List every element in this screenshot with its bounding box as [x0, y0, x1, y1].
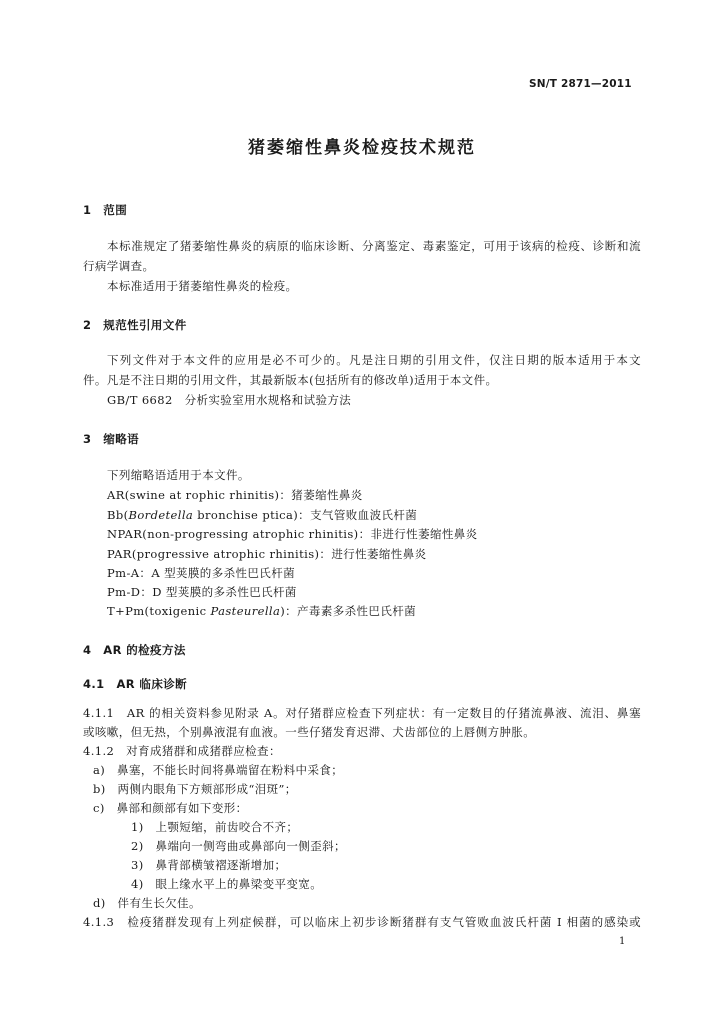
abbreviation-item: NPAR(non-progressing atrophic rhinitis)：非进行性萎缩性鼻炎 [107, 527, 478, 541]
paragraph-line: 4.1.1 AR 的相关资料参见附录 A。对仔猪群应检查下列症状：有一定数目的仔猪流鼻液、流泪、鼻塞 [83, 706, 641, 720]
abbreviation-item: Bb(Bordetella bronchise ptica)：支气管败血波氏杆菌 [107, 508, 418, 522]
standard-code: SN/T 2871—2011 [529, 78, 632, 90]
list-item: b) 两侧内眼角下方颊部形成“泪斑”； [93, 782, 297, 796]
paragraph-line: 4.1.3 检疫猪群发现有上列症候群，可以临床上初步诊断猪群有支气管败血波氏杆菌 I 相菌的感染或 [83, 915, 641, 929]
sub-list-item: 4) 眼上缘水平上的鼻梁变平变宽。 [131, 877, 323, 891]
list-item: d) 伴有生长欠佳。 [93, 896, 201, 910]
section-heading-normative-references: 2 规范性引用文件 [83, 318, 187, 332]
list-item: a) 鼻塞，不能长时间将鼻端留在粉料中采食； [93, 763, 344, 777]
section-heading-scope: 1 范围 [83, 203, 128, 217]
paragraph-line: 下列缩略语适用于本文件。 [107, 468, 250, 482]
abbreviation-item: T+Pm(toxigenic Pasteurella)：产毒素多杀性巴氏杆菌 [107, 604, 417, 618]
sub-list-item: 3) 鼻背部横皱褶逐渐增加； [131, 858, 287, 872]
abbreviation-item: PAR(progressive atrophic rhinitis)：进行性萎缩性鼻炎 [107, 547, 427, 561]
paragraph-line: 下列文件对于本文件的应用是必不可少的。凡是注日期的引用文件，仅注日期的版本适用于本文 [107, 353, 641, 367]
paragraph-line: 本标准规定了猪萎缩性鼻炎的病原的临床诊断、分离鉴定、毒素鉴定，可用于该病的检疫、诊断和流 [107, 239, 641, 253]
paragraph-line: 本标准适用于猪萎缩性鼻炎的检疫。 [107, 279, 298, 293]
list-item: c) 鼻部和颜部有如下变形： [93, 801, 248, 815]
sub-list-item: 2) 鼻端向一侧弯曲或鼻部向一侧歪斜； [131, 839, 346, 853]
paragraph-line: 4.1.2 对育成猪群和成猪群应检查： [83, 744, 281, 758]
paragraph-line: 件。凡是不注日期的引用文件，其最新版本(包括所有的修改单)适用于本文件。 [83, 373, 498, 387]
sub-list-item: 1) 上颚短缩，前齿咬合不齐； [131, 820, 299, 834]
abbreviation-item: AR(swine at rophic rhinitis)：猪萎缩性鼻炎 [107, 488, 363, 502]
section-heading-ar-quarantine-methods: 4 AR 的检疫方法 [83, 643, 186, 657]
abbreviation-item: Pm-D：D 型荚膜的多杀性巴氏杆菌 [107, 585, 297, 599]
abbreviation-item: Pm-A：A 型荚膜的多杀性巴氏杆菌 [107, 566, 295, 580]
page-title: 猪萎缩性鼻炎检疫技术规范 [248, 138, 476, 158]
subsection-heading-clinical-diagnosis: 4.1 AR 临床诊断 [83, 677, 188, 691]
paragraph-line: 行病学调查。 [83, 259, 155, 273]
page-number: 1 [619, 936, 626, 947]
paragraph-line: 或咳嗽，但无热，个别鼻液混有血液。一些仔猪发育迟滞、犬齿部位的上唇侧方肿胀。 [83, 725, 536, 739]
section-heading-abbreviations: 3 缩略语 [83, 432, 140, 446]
reference-item: GB/T 6682 分析实验室用水规格和试验方法 [107, 393, 352, 407]
